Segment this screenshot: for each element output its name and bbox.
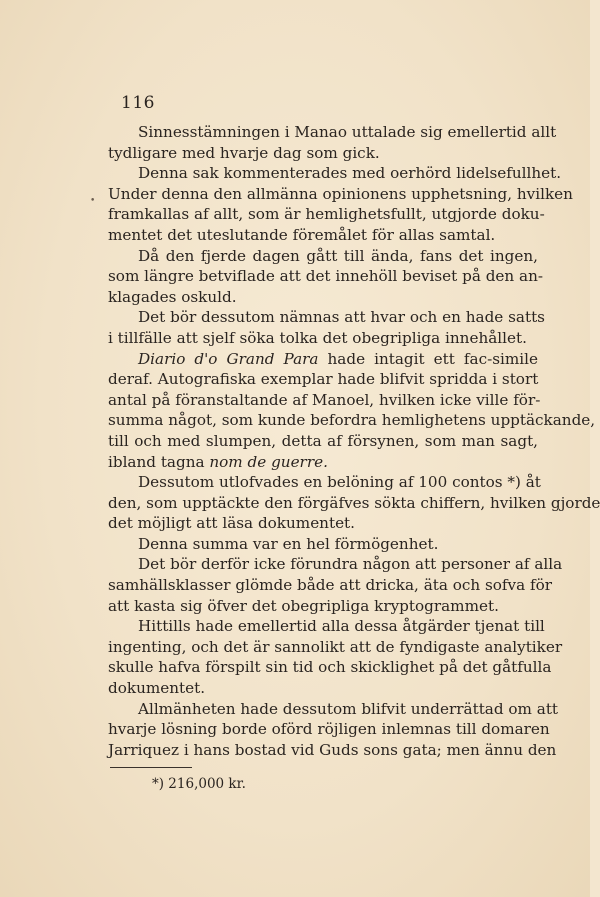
line-text: samhällsklasser glömde både att dricka, äta och sofva för [108,576,553,595]
text-line [108,513,538,534]
line-text: antal på föranstaltande af Manoel, hvilken icke ville för- [108,390,541,409]
text-line [108,740,557,761]
text-line [108,410,596,431]
line-text: mentet det uteslutande föremålet för allas samtal. [108,225,496,244]
text-line [108,328,538,349]
footnote-rule [110,767,192,768]
line-text: framkallas af allt, som är hemlighetsfullt, utgjorde doku- [108,205,545,224]
text-line [108,452,538,473]
page-number: 116 [121,93,155,113]
line-text: till och med slumpen, detta af försynen, som man sagt, [108,431,538,450]
italic-phrase: nom de guerre. [209,452,328,471]
line-text: Hittills hade emellertid alla dessa åtgärder tjenat till [138,617,545,636]
text-line [108,493,600,514]
text-line [108,554,563,575]
text-line [108,369,538,390]
line-text: att kasta sig öfver det obegripliga kryptogrammet. [108,596,499,615]
line-text: hvarje lösning borde oförd röjligen inlemnas till domaren [108,720,550,739]
italic-title: Diario d'o Grand Para [138,349,319,368]
margin-mark: • [90,196,96,206]
text-line [108,657,552,678]
line-text: Allmänheten hade dessutom blifvit underrättad om att [138,699,559,718]
text-line [108,287,538,308]
line-text: som längre betviflade att det innehöll beviset på den an- [108,267,543,286]
line-text: i tillfälle att sjelf söka tolka det obegripliga innehållet. [108,328,527,347]
text-line [108,534,538,555]
line-text: ibland tagna [108,452,210,471]
text-line [108,307,545,328]
text-line [108,163,562,184]
footnote: *) 216,000 kr. [152,776,246,792]
text-line [108,616,545,637]
line-text: Sinnesstämningen i Manao uttalade sig emellertid allt [138,123,557,141]
text-line [108,596,538,617]
text-line [108,143,538,164]
line-text: summa något, som kunde befordra hemlighetens upptäckande, [108,411,596,430]
text-line [108,184,573,205]
line-text: Dessutom utlofvades en belöning af 100 contos *) åt [138,473,541,492]
line-text: hade intagit ett fac-simile [318,349,538,368]
line-text: den, som upptäckte den förgäfves sökta chiffern, hvilken gjorde [108,493,600,512]
text-line [108,225,538,246]
line-text: ingenting, och det är sannolikt att de fyndigaste analytiker [108,637,563,656]
line-text: Jarriquez i hans bostad vid Guds sons gata; men ännu den [108,740,557,759]
text-line [108,390,541,411]
text-line [108,575,553,596]
text-line [108,637,563,658]
line-text: Då den fjerde dagen gått till ända, fans det ingen, [138,246,538,265]
line-text: Det bör derför icke förundra någon att personer af alla [138,555,563,574]
line-text: tydligare med hvarje dag som gick. [108,143,380,162]
text-line [108,431,538,452]
line-text: Under denna den allmänna opinionens upphetsning, hvilken [108,184,573,203]
text-line [108,204,545,225]
line-text: dokumentet. [108,679,206,698]
line-text: det möjligt att läsa dokumentet. [108,514,355,533]
text-line [108,699,559,720]
line-text: klagades oskuld. [108,287,237,306]
text-line [108,678,538,699]
text-line [108,349,538,370]
line-text: Denna summa var en hel förmögenhet. [138,534,439,553]
line-text: Det bör dessutom nämnas att hvar och en hade satts [138,308,545,327]
line-text: Denna sak kommenterades med oerhörd lidelsefullhet. [138,164,562,183]
text-line [108,246,538,267]
text-line [108,122,557,143]
body-text [108,122,600,760]
line-text: skulle hafva förspilt sin tid och skicklighet på det gåtfulla [108,658,552,677]
line-text: deraf. Autografiska exemplar hade blifvit spridda i stort [108,370,539,389]
text-line [108,472,541,493]
text-line [108,719,550,740]
text-line [108,266,543,287]
